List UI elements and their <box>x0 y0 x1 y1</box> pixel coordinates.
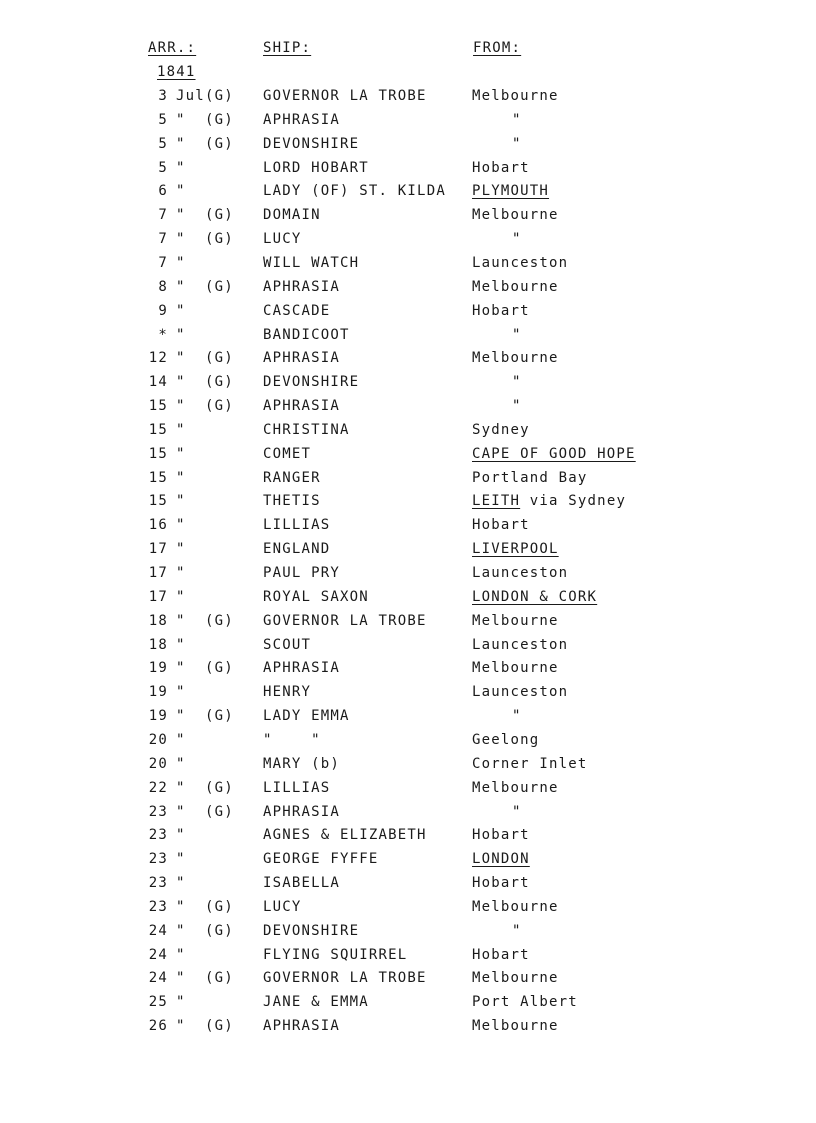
origin-port: Portland Bay <box>472 469 588 486</box>
arrival-day: 15 <box>148 493 168 510</box>
geelong-flag: (G) <box>205 207 234 224</box>
origin-port: Melbourne <box>472 612 559 629</box>
arrival-month: " <box>176 326 186 343</box>
arrival-month: " <box>176 445 186 462</box>
ship-name: AGNES & ELIZABETH <box>263 827 427 844</box>
table-row <box>0 660 816 684</box>
origin-port: Melbourne <box>472 88 559 104</box>
ship-name: GOVERNOR LA TROBE <box>263 970 427 987</box>
origin-port: Hobart <box>472 302 530 319</box>
ship-name: LUCY <box>263 231 302 248</box>
geelong-flag: (G) <box>205 803 234 820</box>
origin-port: Melbourne <box>472 207 559 224</box>
table-row <box>0 684 816 708</box>
geelong-flag: (G) <box>205 660 234 677</box>
table-row <box>0 899 816 923</box>
arrival-day: 17 <box>148 541 168 558</box>
table-row <box>0 565 816 589</box>
arrival-day: 19 <box>148 660 168 677</box>
ship-name: GEORGE FYFFE <box>263 851 379 868</box>
arrival-day: 22 <box>148 779 168 796</box>
table-row <box>0 470 816 494</box>
arrival-month: " <box>176 612 186 629</box>
arrival-month: " <box>176 517 186 534</box>
geelong-flag: (G) <box>205 111 234 128</box>
ship-name: LADY (OF) ST. KILDA <box>263 183 446 200</box>
table-row <box>0 446 816 470</box>
table-row <box>0 374 816 398</box>
table-row <box>0 923 816 947</box>
ship-name: GOVERNOR LA TROBE <box>263 88 427 104</box>
origin-port: LONDON & CORK <box>472 588 598 605</box>
origin-port: Launceston <box>472 684 569 701</box>
geelong-flag: (G) <box>205 970 234 987</box>
table-row <box>0 708 816 732</box>
arrival-month: " <box>176 374 186 391</box>
arrival-day: 20 <box>148 755 168 772</box>
arrival-day: 24 <box>148 922 168 939</box>
origin-port: Melbourne <box>472 1018 559 1035</box>
ship-name: APHRASIA <box>263 350 341 367</box>
ship-name: " " <box>263 731 321 748</box>
table-row <box>0 827 816 851</box>
arrival-day: 12 <box>148 350 168 367</box>
origin-port: PLYMOUTH <box>472 183 550 200</box>
origin-port: " <box>512 708 522 725</box>
ship-name: APHRASIA <box>263 111 341 128</box>
arrival-day: 7 <box>158 254 168 271</box>
table-row <box>0 207 816 231</box>
geelong-flag: (G) <box>205 612 234 629</box>
arrival-day: 15 <box>148 421 168 438</box>
ship-name: APHRASIA <box>263 398 341 415</box>
arrival-month: " <box>176 398 186 415</box>
table-row <box>0 613 816 637</box>
ship-name: APHRASIA <box>263 278 341 295</box>
geelong-flag: (G) <box>205 350 234 367</box>
arrival-day: 18 <box>148 636 168 653</box>
arrival-day: 23 <box>148 851 168 868</box>
arrival-month: " <box>176 731 186 748</box>
arrival-month: " <box>176 946 186 963</box>
table-row <box>0 398 816 422</box>
ship-name: CASCADE <box>263 302 331 319</box>
arrival-month: " <box>176 755 186 772</box>
arrival-month: " <box>176 302 186 319</box>
origin-port: Hobart <box>472 159 530 176</box>
arrival-day: 7 <box>158 231 168 248</box>
arrival-day: 23 <box>148 827 168 844</box>
ship-name: BANDICOOT <box>263 326 350 343</box>
arrival-month: " <box>176 278 186 295</box>
ship-name: LILLIAS <box>263 779 331 796</box>
origin-port: Hobart <box>472 946 530 963</box>
table-row <box>0 875 816 899</box>
table-row <box>0 756 816 780</box>
origin-port: LEITH via Sydney <box>472 493 627 510</box>
year-label: 1841 <box>157 64 196 80</box>
ship-name: JANE & EMMA <box>263 994 369 1011</box>
arrival-day: 17 <box>148 565 168 581</box>
table-row <box>0 422 816 446</box>
ship-name: DEVONSHIRE <box>263 922 360 939</box>
arrival-day: 16 <box>148 517 168 534</box>
arrival-month: " <box>176 970 186 987</box>
origin-port: Melbourne <box>472 350 559 367</box>
arrival-day: 15 <box>148 445 168 462</box>
arrival-day: 9 <box>158 302 168 319</box>
ship-name: WILL WATCH <box>263 254 360 271</box>
arrival-month: " <box>176 469 186 486</box>
arrival-month: " <box>176 207 186 224</box>
arrival-day: 19 <box>148 708 168 725</box>
origin-port: " <box>512 231 522 248</box>
origin-port: Sydney <box>472 421 530 438</box>
geelong-flag: (G) <box>205 1018 234 1035</box>
ship-name: THETIS <box>263 493 321 510</box>
geelong-flag: (G) <box>205 708 234 725</box>
origin-port: Launceston <box>472 565 569 581</box>
arrival-month: " <box>176 827 186 844</box>
origin-port: Launceston <box>472 254 569 271</box>
arrival-month: " <box>176 660 186 677</box>
arrival-day: 5 <box>158 111 168 128</box>
ship-name: DOMAIN <box>263 207 321 224</box>
arrival-day: 20 <box>148 731 168 748</box>
arrival-day: 5 <box>158 159 168 176</box>
ship-name: APHRASIA <box>263 803 341 820</box>
geelong-flag: (G) <box>205 922 234 939</box>
origin-port: " <box>512 111 522 128</box>
ship-name: DEVONSHIRE <box>263 135 360 152</box>
table-row <box>0 183 816 207</box>
origin-port: LONDON <box>472 851 530 868</box>
arrival-month: " <box>176 851 186 868</box>
origin-port: Melbourne <box>472 278 559 295</box>
origin-port: " <box>512 922 522 939</box>
arrival-month: " <box>176 493 186 510</box>
arrival-month: " <box>176 183 186 200</box>
ship-name: ROYAL SAXON <box>263 588 369 605</box>
arrival-day: 24 <box>148 946 168 963</box>
origin-port: Hobart <box>472 517 530 534</box>
table-row <box>0 541 816 565</box>
arrival-month: " <box>176 684 186 701</box>
arrival-day: 15 <box>148 469 168 486</box>
geelong-flag: (G) <box>205 135 234 152</box>
origin-port: Hobart <box>472 827 530 844</box>
arrival-month: " <box>176 779 186 796</box>
table-row <box>0 517 816 541</box>
origin-port: LIVERPOOL <box>472 541 559 558</box>
arrival-day: 14 <box>148 374 168 391</box>
geelong-flag: (G) <box>205 374 234 391</box>
arrival-month: " <box>176 708 186 725</box>
arrival-month: " <box>176 541 186 558</box>
arrival-day: 3 <box>158 88 168 104</box>
arrival-day: 18 <box>148 612 168 629</box>
ship-name: FLYING SQUIRREL <box>263 946 408 963</box>
origin-port: Melbourne <box>472 970 559 987</box>
table-row <box>0 255 816 279</box>
origin-port: Launceston <box>472 636 569 653</box>
table-row <box>0 88 816 112</box>
arrival-month: " <box>176 159 186 176</box>
geelong-flag: (G) <box>205 898 234 915</box>
ship-name: ISABELLA <box>263 875 341 892</box>
origin-port: " <box>512 135 522 152</box>
arrival-day: * <box>158 326 168 343</box>
arrival-day: 23 <box>148 875 168 892</box>
arrival-day: 7 <box>158 207 168 224</box>
arrival-month: " <box>176 803 186 820</box>
arrival-day: 19 <box>148 684 168 701</box>
arrival-month: " <box>176 898 186 915</box>
ship-name: MARY (b) <box>263 755 341 772</box>
ship-name: CHRISTINA <box>263 421 350 438</box>
arrival-month: " <box>176 350 186 367</box>
arrival-month: " <box>176 588 186 605</box>
ship-name: PAUL PRY <box>263 565 341 581</box>
arrival-month: " <box>176 231 186 248</box>
ship-name: GOVERNOR LA TROBE <box>263 612 427 629</box>
arrival-month: " <box>176 565 186 581</box>
table-row <box>0 589 816 613</box>
arrival-day: 23 <box>148 803 168 820</box>
arrival-month: " <box>176 254 186 271</box>
table-row <box>0 279 816 303</box>
arrival-day: 5 <box>158 135 168 152</box>
table-row <box>0 970 816 994</box>
table-row <box>0 493 816 517</box>
origin-port: CAPE OF GOOD HOPE <box>472 445 636 462</box>
table-row <box>0 303 816 327</box>
ship-name: APHRASIA <box>263 660 341 677</box>
arrival-month: " <box>176 1018 186 1035</box>
arrival-day: 23 <box>148 898 168 915</box>
ship-name: DEVONSHIRE <box>263 374 360 391</box>
geelong-flag: (G) <box>205 779 234 796</box>
arrival-month: " <box>176 135 186 152</box>
arrival-day: 15 <box>148 398 168 415</box>
origin-port: " <box>512 326 522 343</box>
table-row <box>0 947 816 971</box>
arrival-day: 8 <box>158 278 168 295</box>
arrival-day: 6 <box>158 183 168 200</box>
header-arr: ARR.: <box>148 40 197 56</box>
table-row <box>0 350 816 374</box>
table-row <box>0 804 816 828</box>
ship-name: COMET <box>263 445 312 462</box>
arrival-day: 17 <box>148 588 168 605</box>
ship-name: LORD HOBART <box>263 159 369 176</box>
arrival-month: " <box>176 875 186 892</box>
ship-name: LADY EMMA <box>263 708 350 725</box>
table-row <box>0 160 816 184</box>
geelong-flag: (G) <box>205 231 234 248</box>
table-row <box>0 231 816 255</box>
geelong-flag: (G) <box>205 398 234 415</box>
origin-port: Melbourne <box>472 660 559 677</box>
arrival-day: 24 <box>148 970 168 987</box>
ship-name: HENRY <box>263 684 312 701</box>
origin-port: " <box>512 398 522 415</box>
ship-name: ENGLAND <box>263 541 331 558</box>
origin-port: Hobart <box>472 875 530 892</box>
origin-port: Melbourne <box>472 779 559 796</box>
geelong-flag: (G) <box>205 278 234 295</box>
origin-port: Melbourne <box>472 898 559 915</box>
table-row <box>0 112 816 136</box>
arrival-month: " <box>176 111 186 128</box>
origin-port: " <box>512 803 522 820</box>
ship-name: RANGER <box>263 469 321 486</box>
arrival-month: " <box>176 922 186 939</box>
arrival-month: " <box>176 636 186 653</box>
ship-name: APHRASIA <box>263 1018 341 1035</box>
table-row <box>0 732 816 756</box>
arrival-day: 25 <box>148 994 168 1011</box>
origin-port: Port Albert <box>472 994 578 1011</box>
table-row <box>0 994 816 1018</box>
ship-name: LILLIAS <box>263 517 331 534</box>
table-row <box>0 780 816 804</box>
table-row <box>0 327 816 351</box>
arrival-month: " <box>176 994 186 1011</box>
arrival-month: Jul <box>176 88 205 104</box>
table-row <box>0 637 816 661</box>
geelong-flag: (G) <box>205 88 234 104</box>
ship-name: SCOUT <box>263 636 312 653</box>
origin-port: " <box>512 374 522 391</box>
table-row <box>0 136 816 160</box>
ship-name: LUCY <box>263 898 302 915</box>
origin-port: Corner Inlet <box>472 755 588 772</box>
table-row <box>0 1018 816 1042</box>
arrival-day: 26 <box>148 1018 168 1035</box>
arrival-month: " <box>176 421 186 438</box>
table-row <box>0 851 816 875</box>
origin-port: Geelong <box>472 731 540 748</box>
header-from: FROM: <box>473 40 522 56</box>
header-ship: SHIP: <box>263 40 312 56</box>
